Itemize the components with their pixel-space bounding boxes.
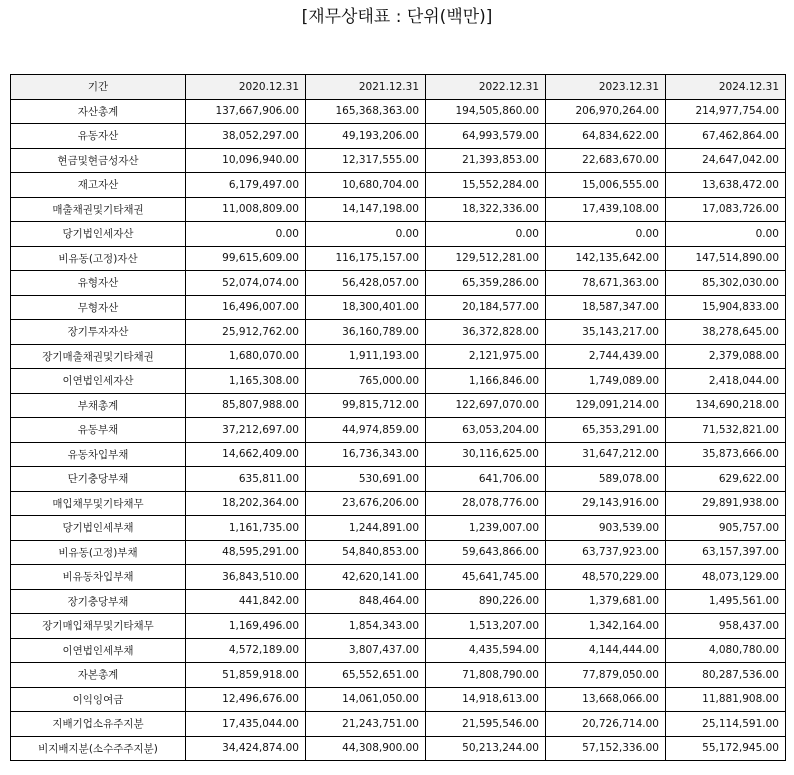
value-cell: 0.00 xyxy=(426,222,546,247)
row-label: 장기충당부채 xyxy=(11,589,186,614)
value-cell: 15,552,284.00 xyxy=(426,173,546,198)
value-cell: 18,300,401.00 xyxy=(306,295,426,320)
value-cell: 0.00 xyxy=(306,222,426,247)
table-row xyxy=(11,638,786,663)
table-row xyxy=(11,516,786,541)
period-column-header: 2022.12.31 xyxy=(426,75,546,100)
value-cell: 25,114,591.00 xyxy=(666,712,786,737)
value-cell: 10,096,940.00 xyxy=(186,148,306,173)
table-row xyxy=(11,614,786,639)
value-cell: 2,744,439.00 xyxy=(546,344,666,369)
period-column-header: 2023.12.31 xyxy=(546,75,666,100)
value-cell: 20,726,714.00 xyxy=(546,712,666,737)
value-cell: 36,843,510.00 xyxy=(186,565,306,590)
value-cell: 1,161,735.00 xyxy=(186,516,306,541)
value-cell: 129,091,214.00 xyxy=(546,393,666,418)
value-cell: 21,595,546.00 xyxy=(426,712,546,737)
value-cell: 44,974,859.00 xyxy=(306,418,426,443)
value-cell: 64,993,579.00 xyxy=(426,124,546,149)
page-title: [재무상태표 : 단위(백만)] xyxy=(301,7,493,27)
value-cell: 99,615,609.00 xyxy=(186,246,306,271)
row-label: 유동자산 xyxy=(11,124,186,149)
value-cell: 50,213,244.00 xyxy=(426,736,546,761)
value-cell: 1,342,164.00 xyxy=(546,614,666,639)
table-row xyxy=(11,565,786,590)
value-cell: 49,193,206.00 xyxy=(306,124,426,149)
row-label: 유동차입부채 xyxy=(11,442,186,467)
value-cell: 16,736,343.00 xyxy=(306,442,426,467)
value-cell: 1,680,070.00 xyxy=(186,344,306,369)
table-row xyxy=(11,148,786,173)
value-cell: 4,144,444.00 xyxy=(546,638,666,663)
value-cell: 67,462,864.00 xyxy=(666,124,786,149)
value-cell: 147,514,890.00 xyxy=(666,246,786,271)
value-cell: 48,570,229.00 xyxy=(546,565,666,590)
value-cell: 65,359,286.00 xyxy=(426,271,546,296)
row-label: 이연법인세부채 xyxy=(11,638,186,663)
value-cell: 25,912,762.00 xyxy=(186,320,306,345)
value-cell: 116,175,157.00 xyxy=(306,246,426,271)
value-cell: 6,179,497.00 xyxy=(186,173,306,198)
value-cell: 48,595,291.00 xyxy=(186,540,306,565)
value-cell: 0.00 xyxy=(546,222,666,247)
row-label: 현금및현금성자산 xyxy=(11,148,186,173)
value-cell: 28,078,776.00 xyxy=(426,491,546,516)
value-cell: 34,424,874.00 xyxy=(186,736,306,761)
value-cell: 23,676,206.00 xyxy=(306,491,426,516)
row-label: 지배기업소유주지분 xyxy=(11,712,186,737)
value-cell: 77,879,050.00 xyxy=(546,663,666,688)
value-cell: 2,379,088.00 xyxy=(666,344,786,369)
value-cell: 36,372,828.00 xyxy=(426,320,546,345)
value-cell: 1,169,496.00 xyxy=(186,614,306,639)
table-row xyxy=(11,320,786,345)
table-row xyxy=(11,393,786,418)
row-label: 단기충당부채 xyxy=(11,467,186,492)
table-body xyxy=(11,99,786,761)
value-cell: 35,873,666.00 xyxy=(666,442,786,467)
value-cell: 31,647,212.00 xyxy=(546,442,666,467)
row-label: 장기투자자산 xyxy=(11,320,186,345)
table-row xyxy=(11,295,786,320)
value-cell: 15,904,833.00 xyxy=(666,295,786,320)
table-row xyxy=(11,589,786,614)
value-cell: 1,911,193.00 xyxy=(306,344,426,369)
value-cell: 71,808,790.00 xyxy=(426,663,546,688)
value-cell: 35,143,217.00 xyxy=(546,320,666,345)
value-cell: 1,379,681.00 xyxy=(546,589,666,614)
value-cell: 18,587,347.00 xyxy=(546,295,666,320)
table-row xyxy=(11,222,786,247)
row-label: 무형자산 xyxy=(11,295,186,320)
row-label: 유동부채 xyxy=(11,418,186,443)
value-cell: 589,078.00 xyxy=(546,467,666,492)
table-row xyxy=(11,197,786,222)
row-label: 비지배지분(소수주주지분) xyxy=(11,736,186,761)
value-cell: 21,393,853.00 xyxy=(426,148,546,173)
row-label: 재고자산 xyxy=(11,173,186,198)
value-cell: 44,308,900.00 xyxy=(306,736,426,761)
row-label: 유형자산 xyxy=(11,271,186,296)
row-label: 매출채권및기타채권 xyxy=(11,197,186,222)
value-cell: 54,840,853.00 xyxy=(306,540,426,565)
table-row xyxy=(11,663,786,688)
value-cell: 1,165,308.00 xyxy=(186,369,306,394)
value-cell: 15,006,555.00 xyxy=(546,173,666,198)
row-label: 부채총계 xyxy=(11,393,186,418)
row-label: 비유동차입부채 xyxy=(11,565,186,590)
value-cell: 194,505,860.00 xyxy=(426,99,546,124)
value-cell: 848,464.00 xyxy=(306,589,426,614)
value-cell: 45,641,745.00 xyxy=(426,565,546,590)
value-cell: 85,807,988.00 xyxy=(186,393,306,418)
value-cell: 165,368,363.00 xyxy=(306,99,426,124)
value-cell: 14,061,050.00 xyxy=(306,687,426,712)
row-label: 이연법인세자산 xyxy=(11,369,186,394)
value-cell: 441,842.00 xyxy=(186,589,306,614)
value-cell: 29,891,938.00 xyxy=(666,491,786,516)
table-row xyxy=(11,124,786,149)
row-label: 자본총계 xyxy=(11,663,186,688)
value-cell: 59,643,866.00 xyxy=(426,540,546,565)
row-label: 이익잉여금 xyxy=(11,687,186,712)
value-cell: 629,622.00 xyxy=(666,467,786,492)
row-label: 장기매입채무및기타채무 xyxy=(11,614,186,639)
value-cell: 11,881,908.00 xyxy=(666,687,786,712)
value-cell: 55,172,945.00 xyxy=(666,736,786,761)
value-cell: 14,147,198.00 xyxy=(306,197,426,222)
value-cell: 903,539.00 xyxy=(546,516,666,541)
value-cell: 17,439,108.00 xyxy=(546,197,666,222)
value-cell: 129,512,281.00 xyxy=(426,246,546,271)
value-cell: 71,532,821.00 xyxy=(666,418,786,443)
value-cell: 206,970,264.00 xyxy=(546,99,666,124)
value-cell: 765,000.00 xyxy=(306,369,426,394)
value-cell: 0.00 xyxy=(666,222,786,247)
row-label: 당기법인세자산 xyxy=(11,222,186,247)
value-cell: 3,807,437.00 xyxy=(306,638,426,663)
value-cell: 890,226.00 xyxy=(426,589,546,614)
value-cell: 122,697,070.00 xyxy=(426,393,546,418)
value-cell: 635,811.00 xyxy=(186,467,306,492)
value-cell: 1,749,089.00 xyxy=(546,369,666,394)
period-column-header: 2021.12.31 xyxy=(306,75,426,100)
value-cell: 17,435,044.00 xyxy=(186,712,306,737)
table-row xyxy=(11,344,786,369)
value-cell: 1,495,561.00 xyxy=(666,589,786,614)
value-cell: 48,073,129.00 xyxy=(666,565,786,590)
table-row xyxy=(11,99,786,124)
value-cell: 4,435,594.00 xyxy=(426,638,546,663)
value-cell: 51,859,918.00 xyxy=(186,663,306,688)
value-cell: 38,278,645.00 xyxy=(666,320,786,345)
period-column-header: 2024.12.31 xyxy=(666,75,786,100)
value-cell: 36,160,789.00 xyxy=(306,320,426,345)
value-cell: 1,239,007.00 xyxy=(426,516,546,541)
value-cell: 10,680,704.00 xyxy=(306,173,426,198)
value-cell: 12,317,555.00 xyxy=(306,148,426,173)
value-cell: 958,437.00 xyxy=(666,614,786,639)
value-cell: 29,143,916.00 xyxy=(546,491,666,516)
value-cell: 13,668,066.00 xyxy=(546,687,666,712)
value-cell: 38,052,297.00 xyxy=(186,124,306,149)
row-label: 당기법인세부채 xyxy=(11,516,186,541)
row-label: 비유동(고정)부채 xyxy=(11,540,186,565)
value-cell: 63,737,923.00 xyxy=(546,540,666,565)
row-label: 장기매출채권및기타채권 xyxy=(11,344,186,369)
value-cell: 78,671,363.00 xyxy=(546,271,666,296)
value-cell: 42,620,141.00 xyxy=(306,565,426,590)
value-cell: 14,918,613.00 xyxy=(426,687,546,712)
period-header: 기간 xyxy=(11,75,186,100)
table-row xyxy=(11,736,786,761)
table-row xyxy=(11,442,786,467)
table-row xyxy=(11,712,786,737)
table-row xyxy=(11,173,786,198)
table-row xyxy=(11,369,786,394)
value-cell: 1,166,846.00 xyxy=(426,369,546,394)
value-cell: 65,353,291.00 xyxy=(546,418,666,443)
value-cell: 16,496,007.00 xyxy=(186,295,306,320)
row-label: 매입채무및기타채무 xyxy=(11,491,186,516)
value-cell: 134,690,218.00 xyxy=(666,393,786,418)
table-row xyxy=(11,491,786,516)
value-cell: 18,322,336.00 xyxy=(426,197,546,222)
table-row xyxy=(11,418,786,443)
value-cell: 12,496,676.00 xyxy=(186,687,306,712)
value-cell: 17,083,726.00 xyxy=(666,197,786,222)
value-cell: 85,302,030.00 xyxy=(666,271,786,296)
value-cell: 4,080,780.00 xyxy=(666,638,786,663)
period-column-header: 2020.12.31 xyxy=(186,75,306,100)
value-cell: 22,683,670.00 xyxy=(546,148,666,173)
financial-statement-table xyxy=(10,74,786,761)
value-cell: 80,287,536.00 xyxy=(666,663,786,688)
value-cell: 905,757.00 xyxy=(666,516,786,541)
table-header-row xyxy=(11,75,786,100)
value-cell: 63,053,204.00 xyxy=(426,418,546,443)
value-cell: 52,074,074.00 xyxy=(186,271,306,296)
table-row xyxy=(11,246,786,271)
value-cell: 11,008,809.00 xyxy=(186,197,306,222)
value-cell: 1,244,891.00 xyxy=(306,516,426,541)
table-row xyxy=(11,271,786,296)
value-cell: 4,572,189.00 xyxy=(186,638,306,663)
value-cell: 18,202,364.00 xyxy=(186,491,306,516)
table-row xyxy=(11,467,786,492)
value-cell: 56,428,057.00 xyxy=(306,271,426,296)
value-cell: 0.00 xyxy=(186,222,306,247)
value-cell: 14,662,409.00 xyxy=(186,442,306,467)
row-label: 자산총계 xyxy=(11,99,186,124)
value-cell: 57,152,336.00 xyxy=(546,736,666,761)
value-cell: 641,706.00 xyxy=(426,467,546,492)
value-cell: 13,638,472.00 xyxy=(666,173,786,198)
value-cell: 214,977,754.00 xyxy=(666,99,786,124)
value-cell: 30,116,625.00 xyxy=(426,442,546,467)
value-cell: 530,691.00 xyxy=(306,467,426,492)
value-cell: 137,667,906.00 xyxy=(186,99,306,124)
value-cell: 1,854,343.00 xyxy=(306,614,426,639)
value-cell: 21,243,751.00 xyxy=(306,712,426,737)
value-cell: 1,513,207.00 xyxy=(426,614,546,639)
value-cell: 142,135,642.00 xyxy=(546,246,666,271)
value-cell: 99,815,712.00 xyxy=(306,393,426,418)
value-cell: 65,552,651.00 xyxy=(306,663,426,688)
value-cell: 2,121,975.00 xyxy=(426,344,546,369)
row-label: 비유동(고정)자산 xyxy=(11,246,186,271)
table-row xyxy=(11,687,786,712)
value-cell: 63,157,397.00 xyxy=(666,540,786,565)
value-cell: 64,834,622.00 xyxy=(546,124,666,149)
table-row xyxy=(11,540,786,565)
value-cell: 20,184,577.00 xyxy=(426,295,546,320)
value-cell: 2,418,044.00 xyxy=(666,369,786,394)
value-cell: 37,212,697.00 xyxy=(186,418,306,443)
value-cell: 24,647,042.00 xyxy=(666,148,786,173)
